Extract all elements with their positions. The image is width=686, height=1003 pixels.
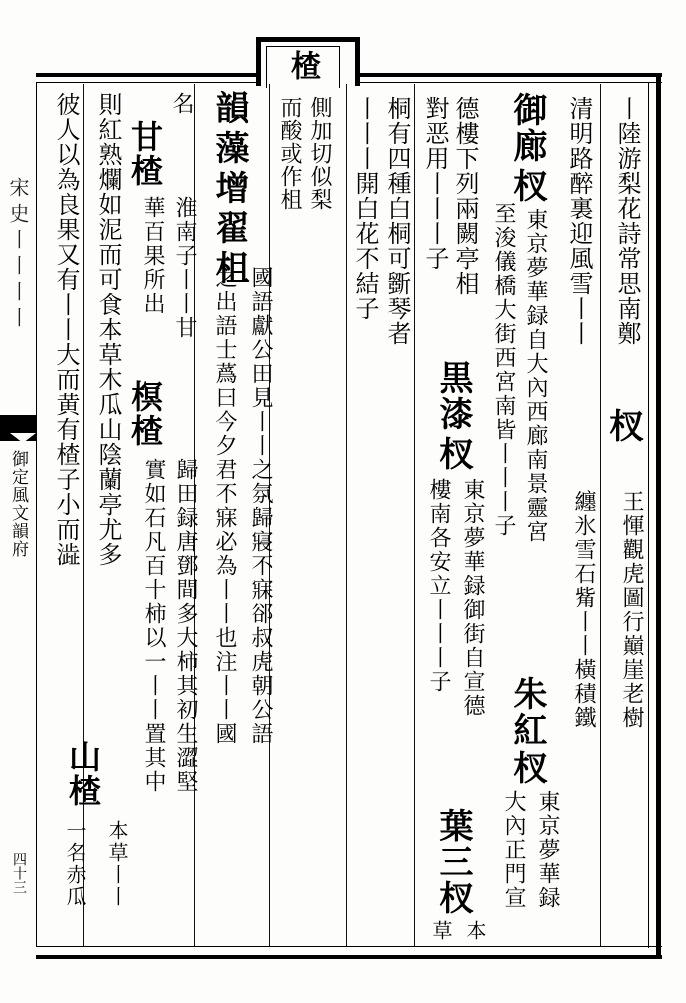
frame-right-inner [648,82,649,948]
text-column-6-tail: 樓南各安立丨丨丨子 [426,478,451,694]
text-column-4: 至浚儀橋大街西宮南皆丨丨丨子 [491,202,516,538]
header-note-1: 側加切似梨 [307,96,332,211]
headword-mingzha: 榠楂 [126,380,164,448]
text-column-14-tail: 一名赤瓜 [63,820,87,908]
column-divider [346,84,347,946]
text-column-5: 德樓下列兩闕亭相 [451,96,479,296]
headword-heiqi: 黒漆 [433,360,473,432]
headword-cha: 杈 [507,168,547,204]
section-heading: 韻藻增翟柤 [209,90,249,290]
frame-bottom-inner [36,946,662,947]
frame-left [36,82,37,947]
column-divider [414,84,415,946]
text-column-2: 清明路醉裏迎風雪丨丨 [565,96,593,346]
text-column-6: 對恶用丨丨丨子 [421,96,449,271]
fishtail-mark [0,415,36,441]
headword-cha: 杈 [507,750,547,786]
margin-book-title: 御定風文韻府 [8,450,28,558]
text-column-9: 國語獻公田見丨丨之氛歸寢不寐郤叔虎朝公語 [248,266,273,746]
text-column-11-tail: 歸田録唐鄧間多大柿其初生澀堅 [173,458,198,794]
frame-bottom [36,955,662,959]
text-column-2-tail: 纏氷雪石觜丨丨橫積鐵 [571,490,596,730]
text-column-6-end: 草 [429,920,453,942]
headword-chaqi: 杈 [603,408,643,444]
column-divider [600,84,601,946]
headword-yesan: 葉三 [433,808,473,880]
text-column-1: 丨陸游梨花詩常思南鄭 [613,96,641,346]
headword-cha: 杈 [433,436,473,472]
headword-ganzha: 甘楂 [126,120,164,188]
text-column-5-end: 本 [463,920,487,942]
text-column-4-tail: 大內正門宣 [501,790,526,910]
headword-yulang: 御廊 [507,92,547,164]
headword-cha: 杈 [433,880,473,916]
head-character: 楂 [285,50,320,80]
text-column-13-tail: 本草丨丨 [105,820,129,908]
margin-top-text: 宋史丨丨丨丨 [6,177,30,333]
headword-zhuhong: 朱紅 [507,676,547,748]
text-column-10: 之出語士蔿曰今夕君不寐必為丨丨也注丨丨國 [212,266,237,746]
frame-right [656,73,661,959]
text-column-5-tail: 東京夢華録御街自宣德 [460,478,485,718]
text-column-1-tail: 王惲觀虎圖行巔崖老樹 [619,490,644,730]
text-column-12: 華百果所出 [140,196,165,316]
column-divider [83,84,84,946]
text-column-8: 丨丨丨開白花不結子 [351,96,379,321]
text-column-7: 桐有四種白桐可斵琴者 [383,96,411,346]
text-column-13: 則紅熟爛如泥而可食本草木瓜山陰蘭亭尤多 [94,92,122,567]
text-column-14: 彼人以為良果又有丨丨大而黄有楂子小而澁 [52,92,80,567]
text-column-3: 東京夢華録自大內西廊南景靈宮 [523,208,548,544]
text-column-3-tail: 東京夢華録 [535,790,560,910]
text-column-12-tail: 實如石凡百十柿以一丨丨置其中 [141,458,166,794]
text-column-11-pre: 名 [169,92,194,116]
margin-page-number: 四十三 [11,852,27,894]
header-note-2: 而酸或作柤 [277,96,302,211]
page-margin [0,82,36,947]
headword-shanzha: 山楂 [64,740,102,808]
text-column-11: 淮南子丨丨甘 [172,196,197,340]
